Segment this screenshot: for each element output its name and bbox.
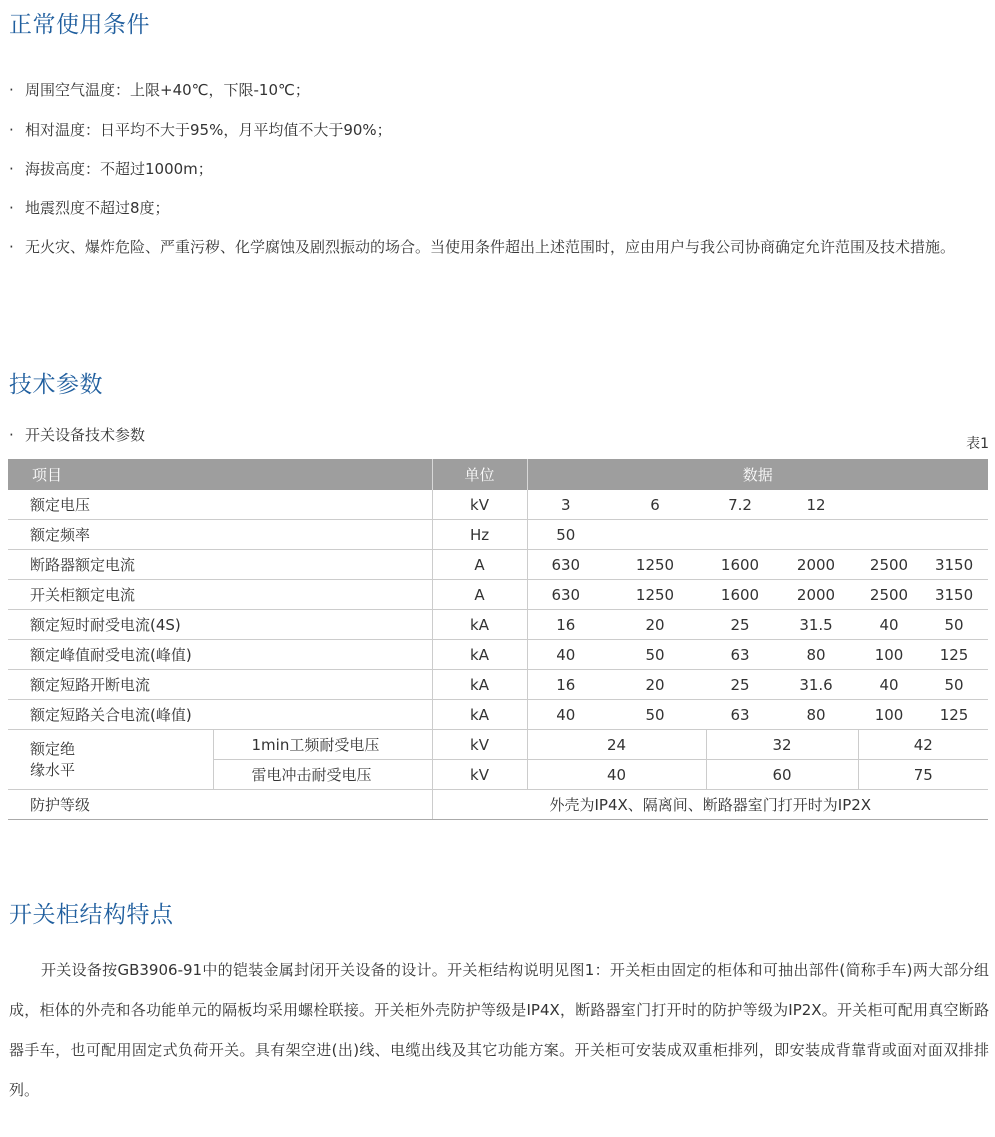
structure-paragraph: 开关设备按GB3906-91中的铠装金属封闭开关设备的设计。开关柜结构说明见图1：开关柜由固定的柜体和可抽出部件(简称手车)两大部分组成，柜体的外壳和各功能单元的隔板均采用螺栓联接。开关柜外壳防护等级是IP4X，断路器室门打开时的防护等级为IP2X。开关柜可配用真空断路器手车，也可配用固定式负荷开关。具有架空进(出)线、电缆出线及其它功能方案。开关柜可安装成双重柜排列，即安装成背靠背或面对面双排排列。 [9, 961, 989, 1099]
cell: 25 [706, 610, 774, 640]
bullet-mark: · [9, 160, 14, 178]
cell: 630 [527, 550, 604, 580]
table-row [8, 520, 988, 550]
table-row [8, 640, 988, 670]
bullet-mark: · [9, 199, 14, 217]
cell: 1250 [604, 550, 706, 580]
row-unit: Hz [432, 520, 527, 550]
row-unit: kV [432, 760, 527, 790]
cell [858, 520, 920, 550]
cell: 7.2 [706, 490, 774, 520]
condition-item: · 海拔高度：不超过1000m； [9, 149, 985, 189]
cell: 63 [706, 700, 774, 730]
cell: 24 [527, 730, 706, 760]
row-sub-item: 雷电冲击耐受电压 [213, 760, 432, 790]
cell: 32 [706, 730, 858, 760]
table-number-label: 表1 [966, 436, 989, 452]
header-data: 数据 [527, 459, 988, 490]
cell: 31.5 [774, 610, 858, 640]
cell: 12 [774, 490, 858, 520]
bullet-mark: · [9, 121, 14, 139]
cell: 40 [527, 700, 604, 730]
cell: 50 [604, 700, 706, 730]
cell [706, 520, 774, 550]
row-item: 断路器额定电流 [8, 550, 432, 580]
row-item: 额定短路开断电流 [8, 670, 432, 700]
cell: 42 [858, 730, 988, 760]
cell: 100 [858, 700, 920, 730]
cell: 100 [858, 640, 920, 670]
row-sub-item: 1min工频耐受电压 [213, 730, 432, 760]
section-title-technical-params: 技术参数 [9, 372, 103, 398]
cell: 125 [920, 700, 988, 730]
row-item: 额定峰值耐受电流(峰值) [8, 640, 432, 670]
cell: 2500 [858, 580, 920, 610]
cell: 3150 [920, 580, 988, 610]
table-row-insulation-1 [8, 730, 988, 760]
row-item: 额定短路关合电流(峰值) [8, 700, 432, 730]
row-item: 额定电压 [8, 490, 432, 520]
cell: 2000 [774, 550, 858, 580]
condition-item: · 地震烈度不超过8度； [9, 188, 985, 228]
header-unit: 单位 [432, 459, 527, 490]
table-row [8, 490, 988, 520]
table-row [8, 670, 988, 700]
row-unit: kA [432, 700, 527, 730]
cell: 2500 [858, 550, 920, 580]
cell: 80 [774, 640, 858, 670]
cell [858, 490, 920, 520]
cell: 63 [706, 640, 774, 670]
cell: 50 [604, 640, 706, 670]
row-item: 额定短时耐受电流(4S) [8, 610, 432, 640]
bullet-mark: · [9, 238, 14, 256]
insulation-label: 额定绝 缘水平 [8, 730, 213, 790]
cell: 20 [604, 670, 706, 700]
spec-table [8, 459, 988, 820]
row-unit: A [432, 550, 527, 580]
row-item: 开关柜额定电流 [8, 580, 432, 610]
cell: 60 [706, 760, 858, 790]
table-row [8, 550, 988, 580]
bullet-mark: · [9, 81, 14, 99]
cell: 31.6 [774, 670, 858, 700]
cell: 50 [527, 520, 604, 550]
cell: 1600 [706, 580, 774, 610]
cell: 2000 [774, 580, 858, 610]
section-title-structure: 开关柜结构特点 [9, 902, 174, 928]
row-unit: kA [432, 610, 527, 640]
table-row-protection [8, 790, 988, 820]
table-header-row [8, 459, 988, 490]
cell: 40 [527, 640, 604, 670]
row-unit: kV [432, 490, 527, 520]
cell: 6 [604, 490, 706, 520]
condition-item: · 相对温度：日平均不大于95%，月平均值不大于90%； [9, 110, 985, 150]
row-unit: kA [432, 640, 527, 670]
cell [920, 520, 988, 550]
table-row [8, 580, 988, 610]
cell: 16 [527, 610, 604, 640]
table-caption: · 开关设备技术参数 [9, 426, 146, 444]
cell [604, 520, 706, 550]
cell: 50 [920, 610, 988, 640]
cell [920, 490, 988, 520]
cell: 125 [920, 640, 988, 670]
cell: 1600 [706, 550, 774, 580]
row-unit: kV [432, 730, 527, 760]
row-item: 防护等级 [8, 790, 432, 820]
table-row [8, 700, 988, 730]
table-row [8, 610, 988, 640]
cell: 3 [527, 490, 604, 520]
condition-item: · 无火灾、爆炸危险、严重污秽、化学腐蚀及剧烈振动的场合。当使用条件超出上述范围时，应由用户与我公司协商确定允许范围及技术措施。 [9, 227, 985, 267]
cell: 20 [604, 610, 706, 640]
section-title-usage-conditions: 正常使用条件 [9, 12, 150, 38]
cell [774, 520, 858, 550]
cell: 50 [920, 670, 988, 700]
cell: 75 [858, 760, 988, 790]
cell: 630 [527, 580, 604, 610]
condition-item: · 周围空气温度：上限+40℃，下限-10℃； [9, 70, 985, 110]
header-item: 项目 [8, 459, 432, 490]
cell: 80 [774, 700, 858, 730]
cell: 16 [527, 670, 604, 700]
row-unit: A [432, 580, 527, 610]
cell: 25 [706, 670, 774, 700]
cell: 40 [527, 760, 706, 790]
cell: 40 [858, 610, 920, 640]
cell: 1250 [604, 580, 706, 610]
row-unit: kA [432, 670, 527, 700]
cell: 40 [858, 670, 920, 700]
cell: 3150 [920, 550, 988, 580]
bullet-mark: · [9, 426, 14, 444]
protection-value: 外壳为IP4X、隔离间、断路器室门打开时为IP2X [432, 790, 988, 820]
row-item: 额定频率 [8, 520, 432, 550]
